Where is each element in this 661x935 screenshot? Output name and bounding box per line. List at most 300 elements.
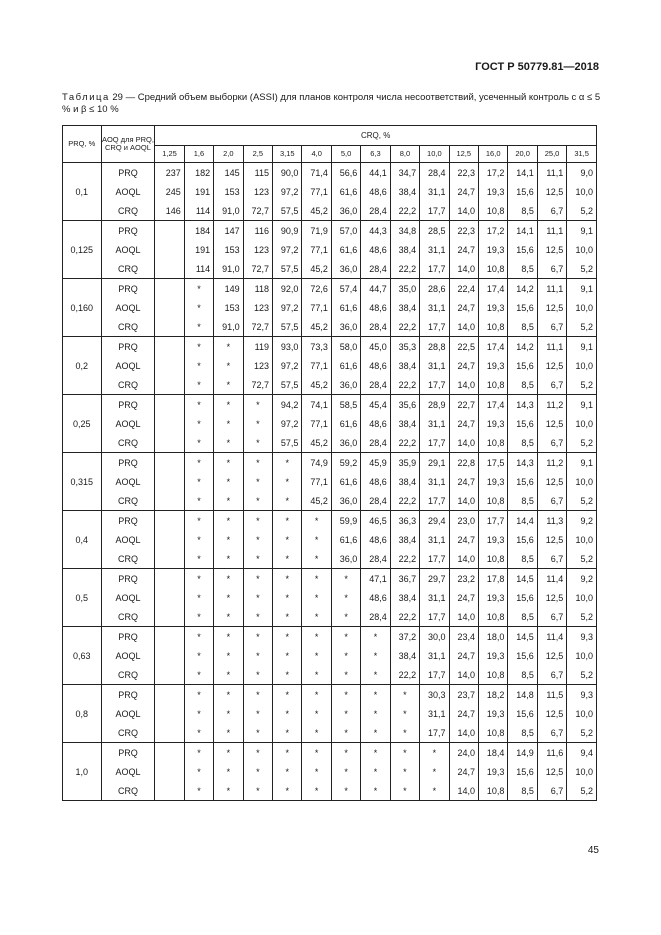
table-cell: 22,2 xyxy=(390,433,419,453)
table-cell: 12,5 xyxy=(537,240,566,259)
table-cell: 14,0 xyxy=(449,723,478,743)
table-cell: 22,2 xyxy=(390,491,419,511)
table-cell: * xyxy=(243,607,272,627)
table-row xyxy=(63,627,597,647)
table-cell: 61,6 xyxy=(331,240,360,259)
table-cell: 61,6 xyxy=(331,530,360,549)
table-cell: 10,8 xyxy=(478,607,507,627)
table-cell: 10,0 xyxy=(567,298,597,317)
table-cell: 10,0 xyxy=(567,472,597,491)
table-cell: 10,0 xyxy=(567,414,597,433)
table-cell: 10,8 xyxy=(478,549,507,569)
table-row xyxy=(63,240,597,259)
table-cell xyxy=(155,414,184,433)
table-cell: * xyxy=(331,588,360,607)
prq-group-label: 0,160 xyxy=(63,279,102,337)
table-cell: 12,5 xyxy=(537,588,566,607)
table-cell: 14,8 xyxy=(508,685,537,705)
table-cell: 28,4 xyxy=(361,259,390,279)
row-type-label: AOQL xyxy=(101,704,155,723)
table-cell: 31,1 xyxy=(420,240,449,259)
table-cell xyxy=(155,491,184,511)
table-cell: 5,2 xyxy=(567,375,597,395)
table-cell: 17,7 xyxy=(420,491,449,511)
row-type-label: PRQ xyxy=(101,221,155,241)
table-cell: 6,7 xyxy=(537,491,566,511)
table-cell: 10,0 xyxy=(567,356,597,375)
table-cell: 9,0 xyxy=(567,163,597,183)
table-cell: * xyxy=(331,569,360,589)
prq-group-label: 0,125 xyxy=(63,221,102,279)
table-cell: 146 xyxy=(155,201,184,221)
table-row xyxy=(63,453,597,473)
table-cell: 10,0 xyxy=(567,588,597,607)
table-cell: * xyxy=(214,530,243,549)
table-cell: 153 xyxy=(214,298,243,317)
table-cell: * xyxy=(184,569,213,589)
table-cell: 45,2 xyxy=(302,317,331,337)
table-cell: 57,0 xyxy=(331,221,360,241)
table-cell xyxy=(155,743,184,763)
table-cell: * xyxy=(331,685,360,705)
prq-group-label: 0,5 xyxy=(63,569,102,627)
crq-value-header: 31,5 xyxy=(567,146,597,163)
row-type-label: PRQ xyxy=(101,337,155,357)
table-cell: 9,1 xyxy=(567,221,597,241)
table-cell: * xyxy=(214,723,243,743)
table-cell: * xyxy=(243,704,272,723)
table-cell: * xyxy=(273,646,302,665)
crq-value-header: 25,0 xyxy=(537,146,566,163)
table-cell: 72,7 xyxy=(243,317,272,337)
table-cell xyxy=(155,685,184,705)
table-cell: 29,4 xyxy=(420,511,449,531)
table-cell: 10,0 xyxy=(567,182,597,201)
row-type-label: PRQ xyxy=(101,743,155,763)
table-cell: 72,7 xyxy=(243,375,272,395)
table-cell: 10,0 xyxy=(567,704,597,723)
table-cell: * xyxy=(273,511,302,531)
table-cell: 19,3 xyxy=(478,298,507,317)
table-cell: 15,6 xyxy=(508,704,537,723)
table-cell: 22,7 xyxy=(449,395,478,415)
table-cell: 57,5 xyxy=(273,259,302,279)
table-cell: * xyxy=(273,743,302,763)
table-cell: 74,9 xyxy=(302,453,331,473)
table-cell: 28,4 xyxy=(420,163,449,183)
table-cell: * xyxy=(273,781,302,801)
table-cell: 10,8 xyxy=(478,781,507,801)
table-cell: * xyxy=(184,317,213,337)
table-cell: * xyxy=(273,530,302,549)
table-cell: 23,4 xyxy=(449,627,478,647)
table-cell: 58,0 xyxy=(331,337,360,357)
table-cell: 48,6 xyxy=(361,356,390,375)
table-cell: 91,0 xyxy=(214,259,243,279)
table-cell: * xyxy=(184,337,213,357)
table-cell: * xyxy=(361,704,390,723)
table-cell: 8,5 xyxy=(508,549,537,569)
table-cell: 14,1 xyxy=(508,221,537,241)
table-cell: 17,7 xyxy=(420,433,449,453)
table-cell: * xyxy=(184,762,213,781)
table-cell: 5,2 xyxy=(567,317,597,337)
table-cell: 35,0 xyxy=(390,279,419,299)
table-cell: * xyxy=(243,549,272,569)
table-cell: 6,7 xyxy=(537,549,566,569)
row-type-label: CRQ xyxy=(101,433,155,453)
table-cell: 11,3 xyxy=(537,511,566,531)
table-cell: 30,0 xyxy=(420,627,449,647)
table-cell: * xyxy=(273,588,302,607)
table-cell: * xyxy=(361,743,390,763)
table-cell xyxy=(155,375,184,395)
table-cell: 45,2 xyxy=(302,375,331,395)
table-cell: 5,2 xyxy=(567,665,597,685)
table-cell: * xyxy=(273,723,302,743)
table-cell: 57,5 xyxy=(273,375,302,395)
table-cell: 24,7 xyxy=(449,182,478,201)
table-cell: * xyxy=(184,298,213,317)
table-cell xyxy=(155,530,184,549)
table-cell: 24,7 xyxy=(449,472,478,491)
table-cell: 5,2 xyxy=(567,549,597,569)
table-cell: * xyxy=(420,743,449,763)
table-cell: 12,5 xyxy=(537,762,566,781)
table-cell: 38,4 xyxy=(390,240,419,259)
table-cell: 8,5 xyxy=(508,665,537,685)
table-cell: * xyxy=(273,491,302,511)
table-cell: 45,2 xyxy=(302,201,331,221)
table-cell: 14,4 xyxy=(508,511,537,531)
table-cell: 31,1 xyxy=(420,356,449,375)
prq-group-label: 0,8 xyxy=(63,685,102,743)
table-cell: 22,5 xyxy=(449,337,478,357)
row-type-label: CRQ xyxy=(101,549,155,569)
row-type-label: CRQ xyxy=(101,665,155,685)
row-type-label: PRQ xyxy=(101,511,155,531)
table-cell: 191 xyxy=(184,240,213,259)
table-cell: 28,9 xyxy=(420,395,449,415)
table-cell: * xyxy=(243,781,272,801)
table-cell: * xyxy=(184,491,213,511)
table-cell: 90,0 xyxy=(273,163,302,183)
table-cell: 22,3 xyxy=(449,221,478,241)
assi-table xyxy=(62,125,597,801)
table-cell xyxy=(155,549,184,569)
table-cell: * xyxy=(273,472,302,491)
table-cell: 47,1 xyxy=(361,569,390,589)
prq-group-label: 0,1 xyxy=(63,163,102,221)
table-cell xyxy=(155,588,184,607)
table-caption xyxy=(62,92,602,116)
table-cell: 61,6 xyxy=(331,472,360,491)
table-cell: * xyxy=(302,511,331,531)
row-type-label: AOQL xyxy=(101,472,155,491)
table-cell: 19,3 xyxy=(478,414,507,433)
table-cell: * xyxy=(184,414,213,433)
table-row xyxy=(63,491,597,511)
table-cell: 22,2 xyxy=(390,665,419,685)
table-cell: * xyxy=(184,685,213,705)
table-cell: 48,6 xyxy=(361,240,390,259)
table-cell: * xyxy=(214,665,243,685)
table-row xyxy=(63,569,597,589)
table-cell: 48,6 xyxy=(361,588,390,607)
table-cell: * xyxy=(243,685,272,705)
crq-value-header: 2,0 xyxy=(214,146,243,163)
table-cell: 11,2 xyxy=(537,453,566,473)
table-cell: 73,3 xyxy=(302,337,331,357)
table-cell: * xyxy=(214,375,243,395)
table-cell: * xyxy=(331,607,360,627)
table-cell: 17,7 xyxy=(420,607,449,627)
table-cell: 28,4 xyxy=(361,607,390,627)
table-cell: 118 xyxy=(243,279,272,299)
table-row xyxy=(63,395,597,415)
table-cell xyxy=(155,665,184,685)
table-cell: * xyxy=(184,588,213,607)
table-cell xyxy=(155,472,184,491)
table-cell: 149 xyxy=(214,279,243,299)
table-cell: 6,7 xyxy=(537,665,566,685)
table-row xyxy=(63,762,597,781)
crq-value-header: 8,0 xyxy=(390,146,419,163)
table-cell xyxy=(155,723,184,743)
table-cell: * xyxy=(273,569,302,589)
table-cell: * xyxy=(214,511,243,531)
table-cell: 9,4 xyxy=(567,743,597,763)
table-cell: * xyxy=(184,704,213,723)
table-cell: 19,3 xyxy=(478,356,507,375)
table-cell: 15,6 xyxy=(508,240,537,259)
table-cell: 10,8 xyxy=(478,433,507,453)
table-cell: 17,2 xyxy=(478,163,507,183)
table-cell: * xyxy=(184,453,213,473)
table-cell: 22,8 xyxy=(449,453,478,473)
row-type-label: CRQ xyxy=(101,607,155,627)
table-row xyxy=(63,781,597,801)
table-cell: 11,2 xyxy=(537,395,566,415)
table-cell: * xyxy=(302,762,331,781)
table-row xyxy=(63,298,597,317)
table-cell: 34,7 xyxy=(390,163,419,183)
table-cell: 36,3 xyxy=(390,511,419,531)
table-row xyxy=(63,317,597,337)
table-cell: 17,7 xyxy=(420,723,449,743)
table-cell: 24,0 xyxy=(449,743,478,763)
table-cell: 8,5 xyxy=(508,607,537,627)
table-cell: 17,5 xyxy=(478,453,507,473)
table-cell: * xyxy=(302,549,331,569)
table-cell: 77,1 xyxy=(302,182,331,201)
table-cell: 6,7 xyxy=(537,259,566,279)
table-cell: 72,7 xyxy=(243,201,272,221)
table-cell: * xyxy=(214,569,243,589)
table-cell: 14,0 xyxy=(449,259,478,279)
table-cell: 15,6 xyxy=(508,530,537,549)
table-cell: 24,7 xyxy=(449,530,478,549)
table-cell: * xyxy=(243,453,272,473)
table-cell: 5,2 xyxy=(567,259,597,279)
row-type-label: PRQ xyxy=(101,569,155,589)
table-cell: 11,1 xyxy=(537,221,566,241)
table-cell: 22,2 xyxy=(390,259,419,279)
table-cell: 11,1 xyxy=(537,163,566,183)
table-row xyxy=(63,356,597,375)
table-cell: 38,4 xyxy=(390,530,419,549)
table-cell: 17,7 xyxy=(420,201,449,221)
table-row xyxy=(63,414,597,433)
caption-lead: Таблица xyxy=(62,92,110,103)
table-cell: 11,4 xyxy=(537,569,566,589)
table-cell: 61,6 xyxy=(331,182,360,201)
table-cell: * xyxy=(243,665,272,685)
table-cell: 115 xyxy=(243,163,272,183)
table-cell: 12,5 xyxy=(537,182,566,201)
table-cell: 44,1 xyxy=(361,163,390,183)
table-cell: 97,2 xyxy=(273,182,302,201)
table-cell: 58,5 xyxy=(331,395,360,415)
table-cell: 19,3 xyxy=(478,530,507,549)
table-cell: * xyxy=(390,781,419,801)
table-cell: 23,2 xyxy=(449,569,478,589)
table-cell: 191 xyxy=(184,182,213,201)
table-cell: 12,5 xyxy=(537,646,566,665)
table-cell xyxy=(155,511,184,531)
table-cell: 59,9 xyxy=(331,511,360,531)
row-type-label: AOQL xyxy=(101,646,155,665)
table-cell: 37,2 xyxy=(390,627,419,647)
table-cell: * xyxy=(302,569,331,589)
table-row xyxy=(63,259,597,279)
table-cell: 28,8 xyxy=(420,337,449,357)
header-aoq: AOQ для PRQ, CRQ и AOQL xyxy=(101,126,155,163)
table-cell: 11,1 xyxy=(537,279,566,299)
table-cell: 28,4 xyxy=(361,491,390,511)
table-cell: 12,5 xyxy=(537,472,566,491)
table-cell: * xyxy=(331,723,360,743)
table-cell: 17,7 xyxy=(420,317,449,337)
table-cell: 18,2 xyxy=(478,685,507,705)
row-type-label: AOQL xyxy=(101,240,155,259)
table-cell: 10,8 xyxy=(478,201,507,221)
table-cell: * xyxy=(390,762,419,781)
table-cell: * xyxy=(243,511,272,531)
crq-value-header: 4,0 xyxy=(302,146,331,163)
table-cell: 57,5 xyxy=(273,433,302,453)
table-cell: 10,8 xyxy=(478,259,507,279)
prq-group-label: 1,0 xyxy=(63,743,102,801)
table-cell: 57,5 xyxy=(273,317,302,337)
table-cell: 36,0 xyxy=(331,317,360,337)
table-cell: 10,8 xyxy=(478,665,507,685)
table-cell: 24,7 xyxy=(449,762,478,781)
row-type-label: CRQ xyxy=(101,723,155,743)
table-cell: 77,1 xyxy=(302,298,331,317)
table-cell: 9,1 xyxy=(567,337,597,357)
table-cell xyxy=(155,221,184,241)
table-cell: 9,2 xyxy=(567,511,597,531)
table-cell: 15,6 xyxy=(508,356,537,375)
table-cell: 14,0 xyxy=(449,607,478,627)
table-row xyxy=(63,221,597,241)
table-cell: 9,1 xyxy=(567,395,597,415)
table-cell: 91,0 xyxy=(214,317,243,337)
table-cell: 72,6 xyxy=(302,279,331,299)
table-cell: * xyxy=(214,627,243,647)
crq-value-header: 2,5 xyxy=(243,146,272,163)
table-cell: 19,3 xyxy=(478,762,507,781)
table-cell: * xyxy=(184,395,213,415)
table-cell xyxy=(155,395,184,415)
table-cell: 14,1 xyxy=(508,163,537,183)
table-cell: 114 xyxy=(184,259,213,279)
prq-group-label: 0,25 xyxy=(63,395,102,453)
table-cell: * xyxy=(361,665,390,685)
table-cell: 45,9 xyxy=(361,453,390,473)
crq-value-header: 3,15 xyxy=(273,146,302,163)
table-cell xyxy=(155,433,184,453)
table-cell: 245 xyxy=(155,182,184,201)
table-cell: 28,4 xyxy=(361,317,390,337)
table-cell: 10,8 xyxy=(478,723,507,743)
table-cell: 119 xyxy=(243,337,272,357)
table-cell: * xyxy=(361,762,390,781)
row-type-label: PRQ xyxy=(101,163,155,183)
table-cell: 14,0 xyxy=(449,491,478,511)
table-cell: * xyxy=(184,627,213,647)
table-cell: 14,0 xyxy=(449,433,478,453)
table-cell: * xyxy=(214,433,243,453)
table-cell: 123 xyxy=(243,298,272,317)
table-cell: 36,0 xyxy=(331,259,360,279)
table-cell: 38,4 xyxy=(390,182,419,201)
table-cell: * xyxy=(184,781,213,801)
table-cell: * xyxy=(273,453,302,473)
table-cell: * xyxy=(184,607,213,627)
table-cell: 5,2 xyxy=(567,201,597,221)
header-prq: PRQ, % xyxy=(63,126,102,163)
table-cell: 147 xyxy=(214,221,243,241)
table-cell: 18,0 xyxy=(478,627,507,647)
table-row xyxy=(63,279,597,299)
table-cell: 24,7 xyxy=(449,240,478,259)
table-cell: 19,3 xyxy=(478,704,507,723)
table-cell: 8,5 xyxy=(508,723,537,743)
table-cell: 23,0 xyxy=(449,511,478,531)
table-cell: * xyxy=(331,665,360,685)
table-cell: 237 xyxy=(155,163,184,183)
crq-value-header: 20,0 xyxy=(508,146,537,163)
table-cell: * xyxy=(243,414,272,433)
table-cell: 36,0 xyxy=(331,433,360,453)
table-cell: * xyxy=(184,511,213,531)
row-type-label: AOQL xyxy=(101,414,155,433)
header-crq: CRQ, % xyxy=(155,126,597,146)
table-cell: * xyxy=(214,607,243,627)
row-type-label: AOQL xyxy=(101,530,155,549)
table-cell: * xyxy=(331,627,360,647)
table-cell: 93,0 xyxy=(273,337,302,357)
table-cell: 6,7 xyxy=(537,781,566,801)
table-cell: * xyxy=(184,375,213,395)
prq-group-label: 0,63 xyxy=(63,627,102,685)
table-cell: 14,0 xyxy=(449,201,478,221)
table-cell: 35,6 xyxy=(390,395,419,415)
caption-text: 29 — Средний объем выборки (ASSI) для планов контроля числа несоответствий, усеченный контроль с α ≤ 5 % и β ≤ 10 % xyxy=(62,92,601,115)
table-cell: * xyxy=(273,704,302,723)
